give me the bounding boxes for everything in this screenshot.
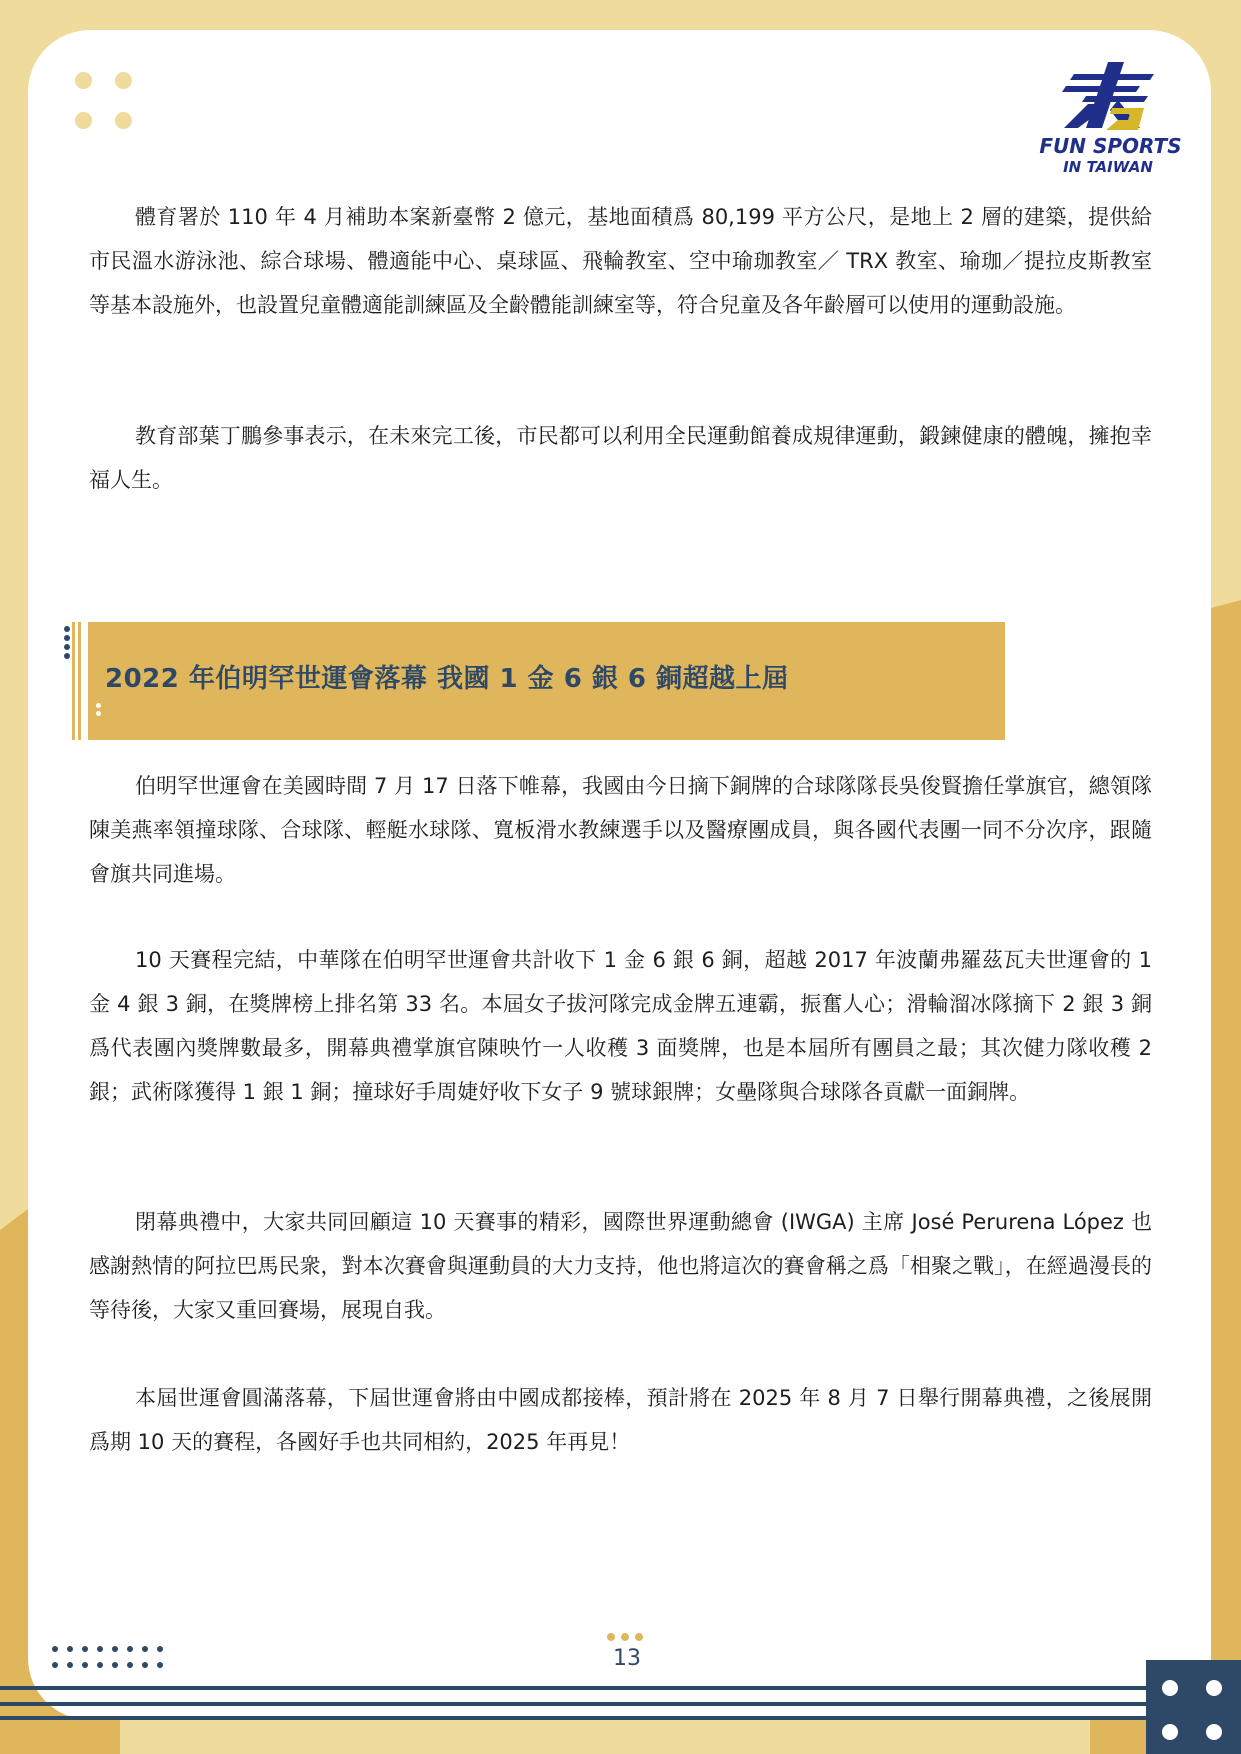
logo-line-2: IN TAIWAN <box>1063 158 1153 176</box>
body-paragraph: 10 天賽程完結，中華隊在伯明罕世運會共計收下 1 金 6 銀 6 銅，超越 2017 年波蘭弗羅茲瓦夫世運會的 1 金 4 銀 3 銅，在獎牌榜上排名第 33 名。本屆女子拔河隊完成金牌五連霸，振奮人心；滑輪溜冰隊摘下 2 銀 3 銅爲代表團內獎牌數最多，開幕典禮掌旗官陳映竹一人收穫 3 面獎牌，也是本屆所有團員之最；其次健力隊收穫 2 銀；武術隊獲得 1 銀 1 銅；撞球好手周婕妤收下女子 9 號球銀牌；女壘隊與合球隊各貢獻一面銅牌。 <box>89 948 1152 1104</box>
page-number: 13 <box>613 1646 641 1671</box>
body-paragraph: 閉幕典禮中，大家共同回顧這 10 天賽事的精彩，國際世界運動總會 (IWGA) 主席 José Perurena López 也感謝熱情的阿拉巴馬民衆，對本次賽會與運動員的大力支持，他也將這次的賽會稱之爲「相聚之戰」，在經過漫長的等待後，大家又重回賽場，展現自我。 <box>89 1210 1152 1322</box>
decorative-page-dots <box>607 1633 647 1643</box>
decorative-small-dots <box>96 702 102 718</box>
body-paragraph: 本屆世運會圓滿落幕，下屆世運會將由中國成都接棒，預計將在 2025 年 8 月 7 日舉行開幕典禮，之後展開爲期 10 天的賽程，各國好手也共同相約，2025 年再見！ <box>89 1386 1152 1454</box>
fun-sports-logo <box>1028 56 1188 180</box>
decorative-footer-lines <box>0 1680 1146 1720</box>
decorative-navy-square <box>1146 1660 1241 1754</box>
decorative-dots-top-left <box>73 70 135 132</box>
body-paragraph: 體育署於 110 年 4 月補助本案新臺幣 2 億元，基地面積爲 80,199 平方公尺，是地上 2 層的建築，提供給市民溫水游泳池、綜合球場、體適能中心、桌球區、飛輪教室、空中瑜珈教室／ TRX 教室、瑜珈／提拉皮斯教室等基本設施外，也設置兒童體適能訓練區及全齡體能訓練室等，符合兒童及各年齡層可以使用的運動設施。 <box>89 205 1152 317</box>
section-heading: 2022 年伯明罕世運會落幕 我國 1 金 6 銀 6 銅超越上屆 <box>105 664 789 694</box>
body-paragraph: 教育部葉丁鵬參事表示，在未來完工後，市民都可以利用全民運動館養成規律運動，鍛鍊健康的體魄，擁抱幸福人生。 <box>89 424 1152 492</box>
body-paragraph: 伯明罕世運會在美國時間 7 月 17 日落下帷幕，我國由今日摘下銅牌的合球隊隊長吳俊賢擔任掌旗官，總領隊陳美燕率領撞球隊、合球隊、輕艇水球隊、寬板滑水教練選手以及醫療團成員，與各國代表團一同不分次序，跟隨會旗共同進場。 <box>89 774 1152 886</box>
decorative-dot-grid <box>52 1646 172 1674</box>
logo-line-1: FUN SPORTS <box>1039 134 1182 158</box>
decorative-vertical-dots <box>64 624 72 664</box>
section-heading-banner <box>72 622 1005 740</box>
